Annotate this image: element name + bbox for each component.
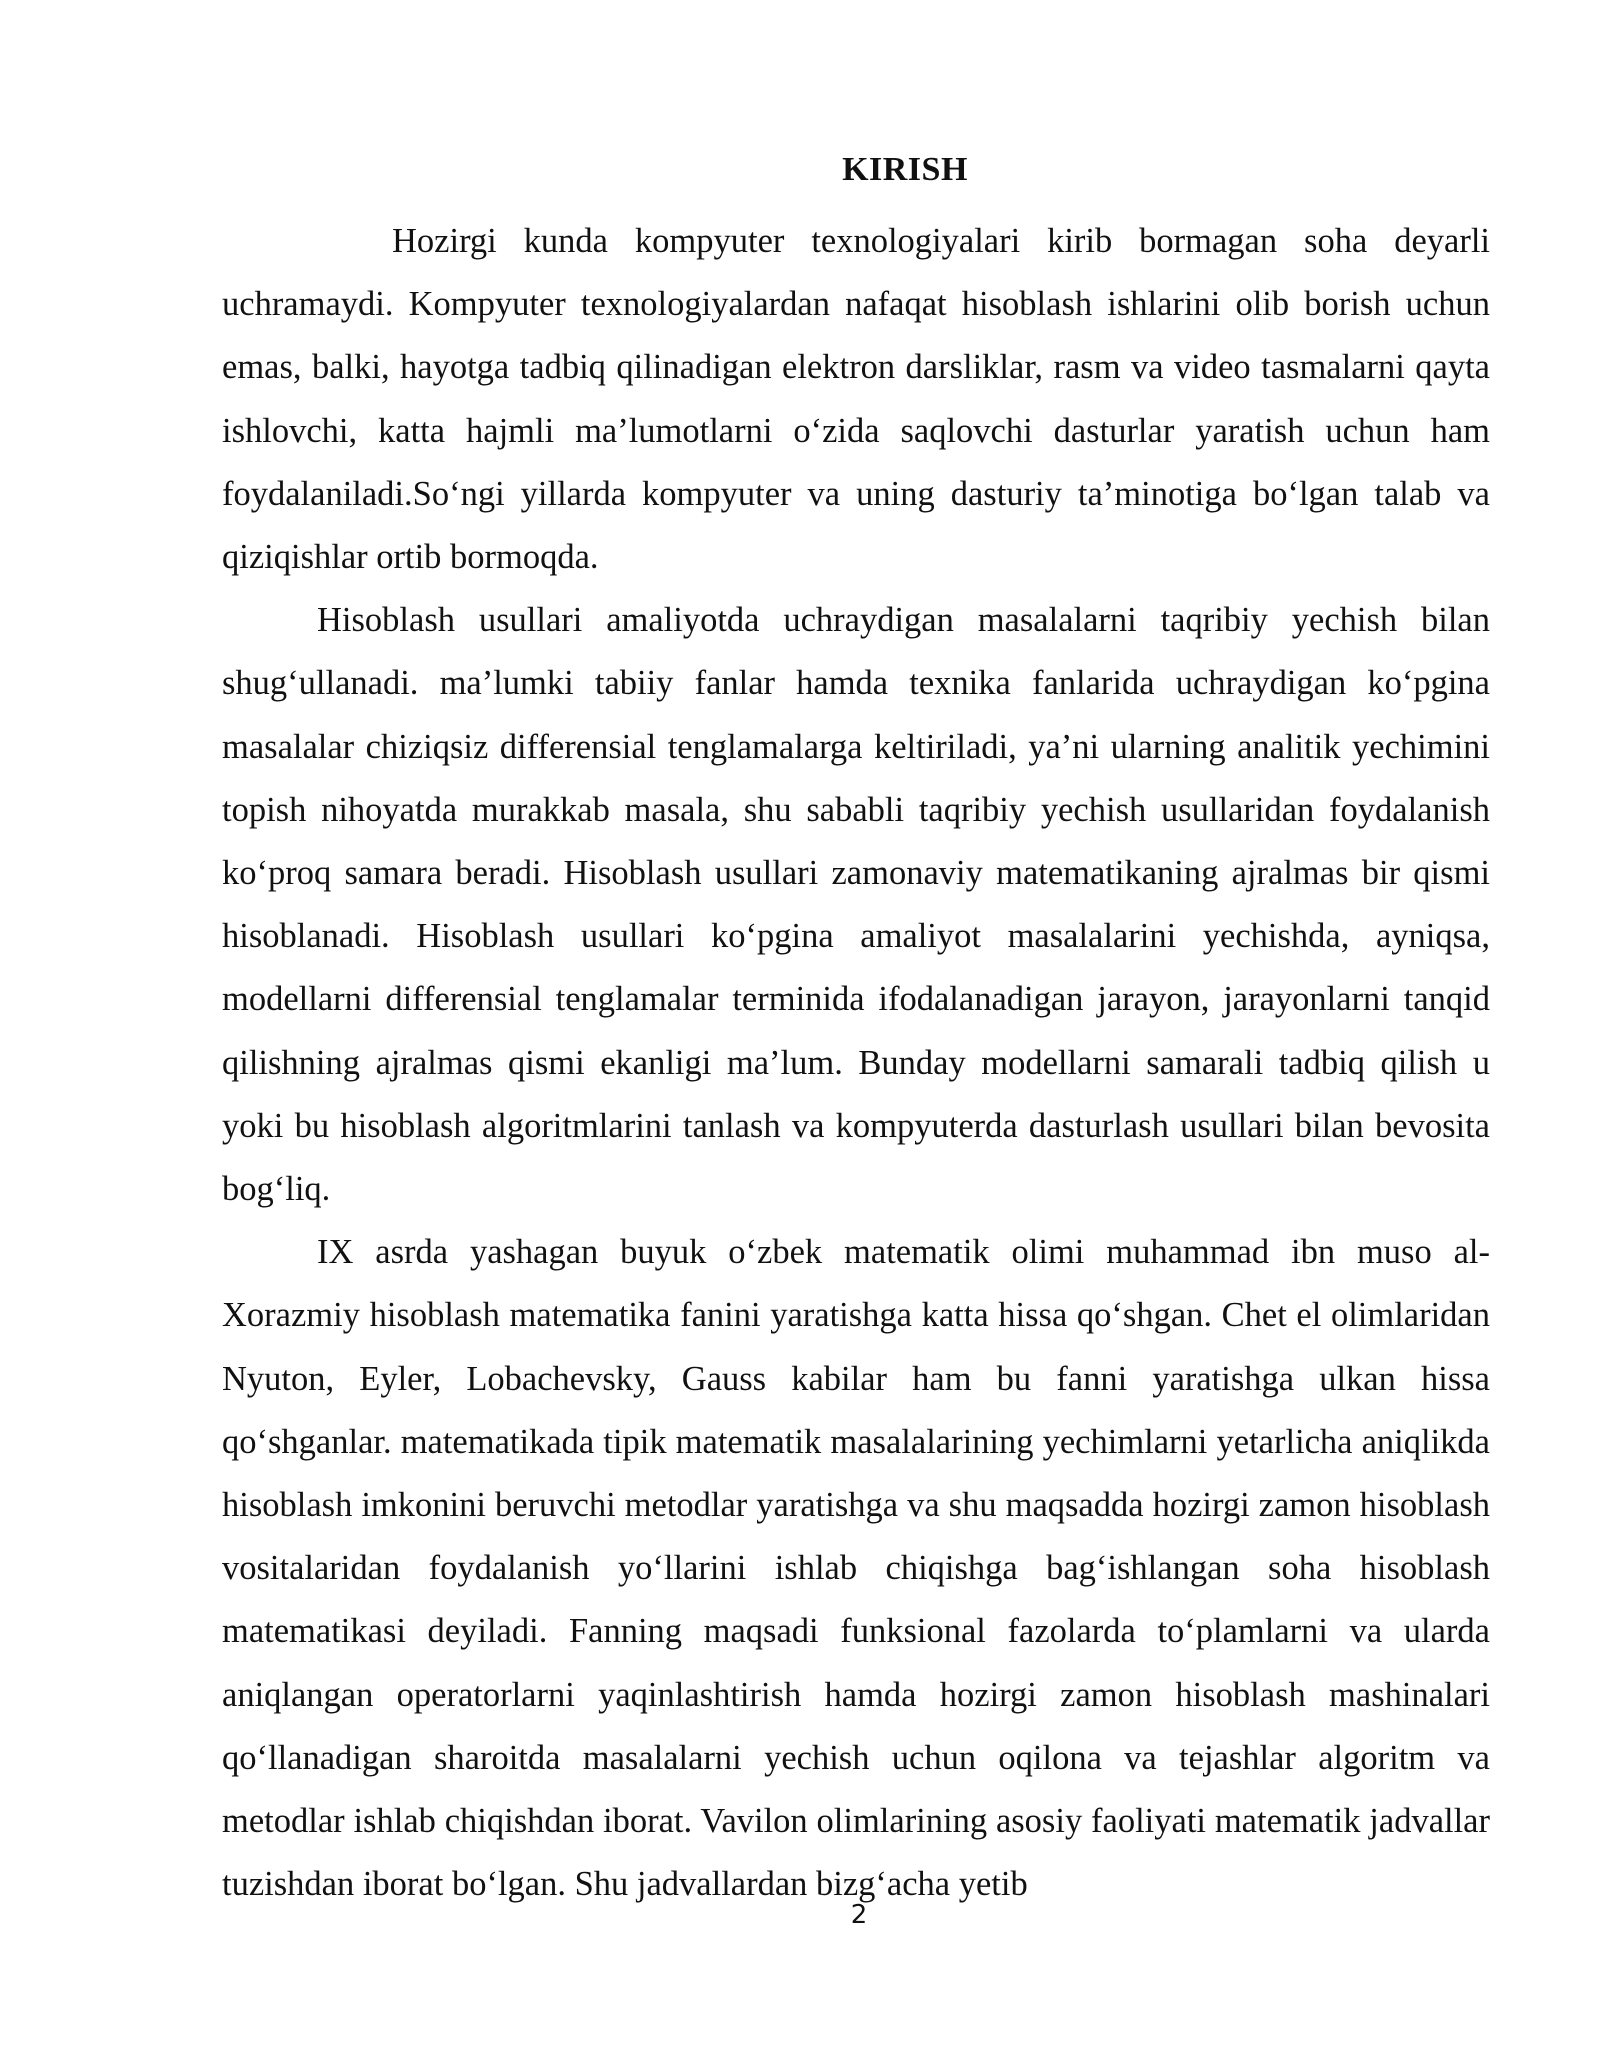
paragraph: Hozirgi kunda kompyuter texnologiyalari kirib bormagan soha deyarli uchramaydi. Kompyuter texnologiyalardan nafaqat hisoblash ishlarini olib borish uchun emas, balki, hayotga tadbiq qilinadigan elektron darsliklar, rasm va video tasmalarni qayta ishlovchi, katta hajmli ma’lumotlarni o‘zida saqlovchi dasturlar yaratish uchun ham foydalaniladi.So‘ngi yillarda kompyuter va uning dasturiy ta’minotiga bo‘lgan talab va qiziqishlar ortib bormoqda. bbox=[222, 222, 1490, 577]
page-title: KIRISH bbox=[842, 151, 968, 188]
body-text bbox=[222, 210, 1490, 1916]
paragraph: Hisoblash usullari amaliyotda uchraydigan masalalarni taqribiy yechish bilan shug‘ullanadi. ma’lumki tabiiy fanlar hamda texnika fanlarida uchraydigan ko‘pgina masalalar chiziqsiz differensial tenglamalarga keltiriladi, ya’ni ularning analitik yechimini topish nihoyatda murakkab masala, shu sababli taqribiy yechish usullaridan foydalanish ko‘proq samara beradi. Hisoblash usullari zamonaviy matematikaning ajralmas bir qismi hisoblanadi. Hisoblash usullari ko‘pgina amaliyot masalalarini yechishda, ayniqsa, modellarni differensial tenglamalar terminida ifodalanadigan jarayon, jarayonlarni tanqid qilishning ajralmas qismi ekanligi ma’lum. Bunday modellarni samarali tadbiq qilish u yoki bu hisoblash algoritmlarini tanlash va kompyuterda dasturlash usullari bilan bevosita bog‘liq. bbox=[222, 601, 1490, 1209]
page-number: 2 bbox=[850, 1900, 868, 1930]
paragraph: IX asrda yashagan buyuk o‘zbek matematik olimi muhammad ibn muso al-Xorazmiy hisoblash matematika fanini yaratishga katta hissa qo‘shgan. Chet el olimlaridan Nyuton, Eyler, Lobachevsky, Gauss kabilar ham bu fanni yaratishga ulkan hissa qo‘shganlar. matematikada tipik matematik masalalarining yechimlarni yetarlicha aniqlikda hisoblash imkonini beruvchi metodlar yaratishga va shu maqsadda hozirgi zamon hisoblash vositalaridan foydalanish yo‘llarini ishlab chiqishga bag‘ishlangan soha hisoblash matematikasi deyiladi. Fanning maqsadi funksional fazolarda to‘plamlarni va ularda aniqlangan operatorlarni yaqinlashtirish hamda hozirgi zamon hisoblash mashinalari qo‘llanadigan sharoitda masalalarni yechish uchun oqilona va tejashlar algoritm va metodlar ishlab chiqishdan iborat. Vavilon olimlarining asosiy faoliyati matematik jadvallar tuzishdan iborat bo‘lgan. Shu jadvallardan bizg‘acha yetib bbox=[222, 1233, 1490, 1904]
